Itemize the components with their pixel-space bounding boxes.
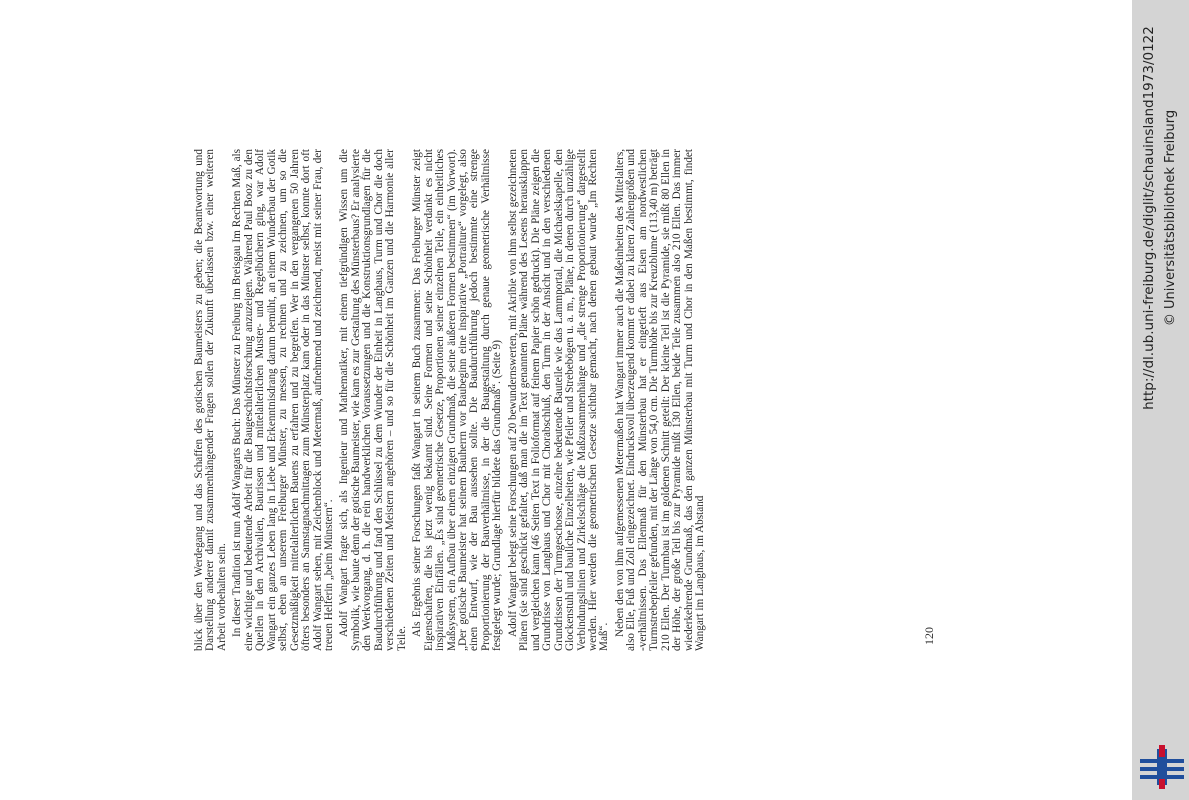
paragraph: In dieser Tradition ist nun Adolf Wangarts Buch: Das Münster zu Freiburg im Breisgau Im Rechten Maß, als eine wichtige und bedeutende Arbeit für die Baugeschichtsforschung anzuzeigen. Während Paul Booz zu den Quellen in den Archivalien, Baurissen und mittelalterlichen Muster- und Regelbüchern ging, war Adolf Wangart ein ganzes Leben lang in Liebe und Erkenntnisdrang darum bemüht, an einem Wunderbau der Gotik selbst, eben an unserem Freiburger Münster, zu messen, zu rechnen und zu zeichnen, um so die Gesetzmäßigkeit mittelalterlichen Bauens zu erfahren und zu begreifen. Wer in den vergangenen 50 Jahren öfters besonders an Samstagnachmittagen zum Münsterplatz kam oder in das Münster selbst, konnte dort oft Adolf Wangart sehen, mit Zeichenblock und Metermaß, aufnehmend und zeichnend, meist mit seiner Frau, der treuen Helferin „beim Münstern“. — [231, 149, 335, 651]
paragraph: Adolf Wangart belegt seine Forschungen auf 20 bewundernswerten, mit Akribie von ihm selbst gezeichneten Plänen (sie sind geschickt gefaltet, daß man die im Text genannten Pläne während des Lesens herausklappen und vergleichen kann (46 Seiten Text in Folioformat auf feinem Papier schön gedruckt). Die Pläne zeigen die Grundrisse von Langhaus und Chor mit Chorabschluß, den Turm in der Ansicht und in den verschiedenen Grundrissen der Turmgeschosse, einzelne bedeutende Bauteile wie das Lammportal, die Michaelskapelle, den Glockenstuhl und bauliche Einzelheiten, wie Pfeiler und Strebebögen u. a. m., Pläne, in denen durch unzählige Verbindungslinien und Zirkelschläge die Maßzusammenhänge und „die strenge Proportionierung“ dargestellt werden. Hier werden die geometrischen Gesetze sichtbar gemacht, nach denen gebaut wurde „Im Rechten Maß“. — [506, 149, 611, 651]
page-number: 120 — [922, 627, 936, 645]
sidebar-text — [1134, 8, 1186, 428]
paragraph: Neben den von ihm aufgemessenen Metermaßen hat Wangart immer auch die Maßeinheiten des Mittelalters, also Elle, Fuß und Zoll eingezeichnet. Eindrucksvoll überzeugend kommt er dabei zu klaren Zahlengrößen und -verhältnissen. Das Ellenmaß für den Münsterbau hat er eingetieft aus Eisen am nordwestlichen Turmstrebepfeiler gefunden, mit der Länge von 54,0 cm. Die Turmhöhe bis zur Kreuzblume (113,40 m) beträgt 210 Ellen. Der Turmbau ist im goldenen Schnitt geteilt: Der kleine Teil ist die Pyramide, sie mißt 80 Ellen in der Höhe, der große Teil bis zur Pyramide mißt 130 Ellen, beide Teile zusammen also 210 Ellen. Das immer wiederkehrende Grundmaß, das den ganzen Münsterbau mit Turm und Chor in den Maßen bestimmt, findet Wangart im Langhaus, im Abstand — [613, 149, 707, 651]
ub-freiburg-logo-icon[interactable] — [1140, 745, 1184, 789]
paragraph: Adolf Wangart fragte sich, als Ingenieur und Mathematiker, mit einem tiefgründigen Wissen um die Symbolik, wie baute denn der gotische Baumeister, wie kam es zur Gestaltung des Münsterbaus? Er analysierte den Werkvorgang, d. h. die rein handwerklichen Voraussetzungen und die Konstruktionsgrundlagen für die Baudurchführung und fand den Schlüssel zu dem Wunder der Einheit in Langhaus, Turm und Chor die doch verschiedenen Zeiten und Meistern angehören – und so für die Schönheit im Ganzen und die Harmonie aller Teile. — [338, 149, 408, 651]
paragraph: Als Ergebnis seiner Forschungen faßt Wangart in seinem Buch zusammen: Das Freiburger Münster zeigt Eigenschaften, die bis jetzt wenig bekannt sind. Seine Formen und seine Schönheit verdankt es nicht inspirativen Einfällen. „Es sind geometrische Gesetze, Proportionen seiner einzelnen Teile, ein einheitliches Maßsystem, ein Aufbau über einem einzigen Grundmaß, die seine äußeren Formen bestimmen“ (im Vorwort). „Der gotische Baumeister hat seinem Bauherrn vor Baubeginn eine inspirative „Portraiture“ vorgelegt, also einen Entwurf, wie der Bau aussehen sollte. Die Baudurchführung jedoch bestimmte eine strenge Proportionierung der Bauverhältnisse, in der die Baugestaltung durch genaue geometrische Verhältnisse festgelegt wurde; Grundlage hierfür bildete das Grundmaß“. (Seite 9) — [411, 149, 504, 651]
document-url-link[interactable]: http://dl.ub.uni-freiburg.de/diglit/schauinsland1973/0122 — [1141, 26, 1157, 410]
paragraph: blick über den Werdegang und das Schaffen des gotischen Baumeisters zu geben; die Beantwortung und Darstellung anderer damit zusammenhängender Fragen sollen der Zukunft überlassen bzw. einer weiteren Arbeit vorbehalten sein. — [193, 149, 228, 651]
page-text-block — [188, 145, 918, 655]
copyright-notice: © Universitätsbibliothek Freiburg — [1163, 109, 1178, 327]
